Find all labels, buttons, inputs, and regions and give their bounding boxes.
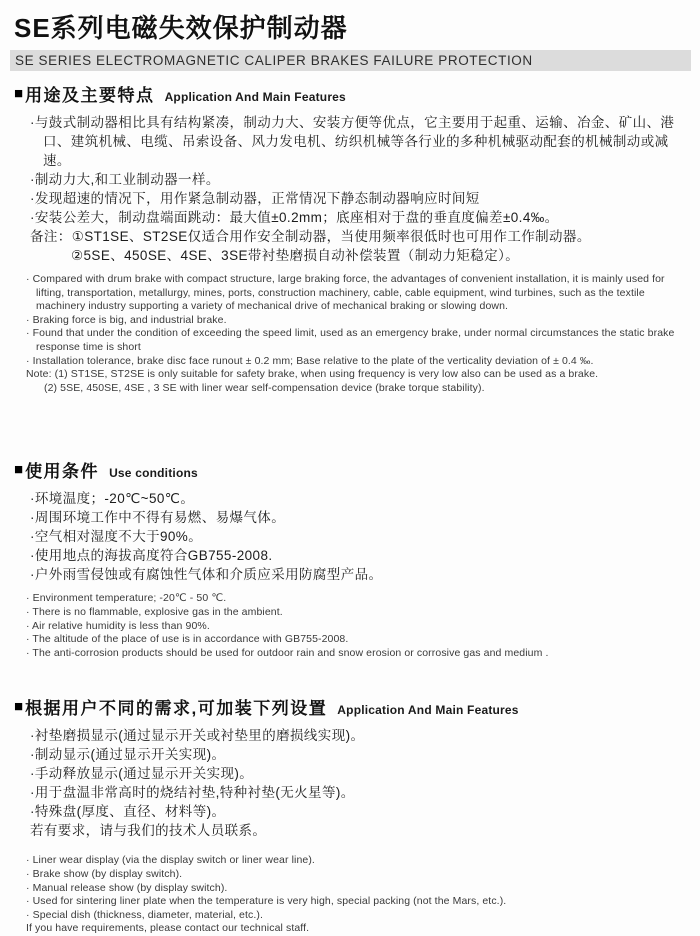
section-3-en-list bbox=[14, 854, 691, 936]
list-item: ·制动力大,和工业制动器一样。 bbox=[30, 172, 220, 187]
list-item: · Braking force is big, and industrial brake. bbox=[26, 313, 227, 326]
section-marker-icon: ■ bbox=[14, 85, 24, 102]
contact-line: 若有要求，请与我们的技术人员联系。 bbox=[30, 823, 267, 839]
note-line: 备注：①ST1SE、ST2SE仅适合用作安全制动器，当使用频率很低时也可用作工作制动器。 bbox=[30, 229, 591, 244]
section-marker-icon: ■ bbox=[14, 461, 24, 479]
list-item: · Used for sintering liner plate when the temperature is very high, special packing (not the Mars, etc.). bbox=[26, 895, 507, 908]
list-item: ·用于盘温非常高时的烧结衬垫,特种衬垫(无火星等)。 bbox=[30, 785, 355, 801]
section-header-optional-settings bbox=[14, 694, 691, 719]
list-item: ·制动显示(通过显示开关实现)。 bbox=[30, 747, 226, 763]
list-item: · Compared with drum brake with compact structure, large braking force, the advantages of convenient installation, it is mainly used for lifting, transportation, metallurgy, mines, ports, construction machinery, cable, cable equipment, wind turbines, such as the textile machinery industry supporting a variety of mechanical drive of mechanical braking or slowing down. bbox=[26, 273, 665, 313]
contact-line: If you have requirements, please contact our technical staff. bbox=[26, 922, 310, 935]
section-marker-icon: ■ bbox=[14, 698, 24, 716]
list-item: ·使用地点的海拔高度符合GB755-2008. bbox=[30, 548, 273, 564]
section-1-en-list bbox=[14, 273, 691, 395]
note-line: ②5SE、450SE、4SE、3SE带衬垫磨损自动补偿装置（制动力矩稳定）。 bbox=[71, 248, 520, 263]
list-item: · Found that under the condition of exceeding the speed limit, used as an emergency brake, under normal circumstances the static brake response time is short bbox=[26, 327, 675, 353]
section-heading-en: Use conditions bbox=[109, 466, 198, 481]
section-heading-en: Application And Main Features bbox=[164, 90, 346, 104]
section-2-en-list bbox=[14, 592, 691, 660]
list-item: · There is no flammable, explosive gas in the ambient. bbox=[26, 605, 283, 618]
list-item: ·衬垫磨损显示(通过显示开关或衬垫里的磨损线实现)。 bbox=[30, 728, 365, 744]
section-1-cn-list bbox=[14, 113, 691, 265]
page-subtitle-bar: SE SERIES ELECTROMAGNETIC CALIPER BRAKES FAILURE PROTECTION bbox=[10, 50, 691, 71]
list-item: · Brake show (by display switch). bbox=[26, 867, 183, 880]
section-heading-cn: 使用条件 bbox=[25, 462, 100, 482]
list-item: ·发现超速的情况下，用作紧急制动器，正常情况下静态制动器响应时间短 bbox=[30, 191, 480, 206]
list-item: ·环境温度；-20℃~50℃。 bbox=[30, 491, 195, 507]
list-item: · The anti-corrosion products should be used for outdoor rain and snow erosion or corrosive gas and medium . bbox=[26, 646, 549, 659]
list-item: · Special dish (thickness, diameter, material, etc.). bbox=[26, 908, 263, 921]
list-item: · Air relative humidity is less than 90%. bbox=[26, 619, 210, 632]
list-item: · Installation tolerance, brake disc face runout ± 0.2 mm; Base relative to the plate of the verticality deviation of ± 0.4 ‰. bbox=[26, 354, 594, 367]
section-header-use-conditions bbox=[14, 457, 691, 482]
section-2-cn-list bbox=[14, 489, 691, 584]
note-line: Note: (1) ST1SE, ST2SE is only suitable for safety brake, when using frequency is very low also can be used as a brake. bbox=[26, 368, 599, 381]
section-3-cn-list bbox=[14, 726, 691, 840]
list-item: ·周围环境工作中不得有易燃、易爆气体。 bbox=[30, 510, 286, 526]
list-item: ·空气相对湿度不大于90%。 bbox=[30, 529, 203, 545]
section-heading-en: Application And Main Features bbox=[337, 703, 519, 718]
catalog-page bbox=[0, 13, 700, 936]
list-item: ·与鼓式制动器相比具有结构紧凑，制动力大、安装方便等优点，它主要用于起重、运输、冶金、矿山、港口、建筑机械、电缆、吊索设备、风力发电机、纺织机械等各行业的多种机械驱动配套的机械制动或减速。 bbox=[30, 115, 675, 168]
list-item: ·户外雨雪侵蚀或有腐蚀性气体和介质应采用防腐型产品。 bbox=[30, 567, 383, 583]
list-item: ·手动释放显示(通过显示开关实现)。 bbox=[30, 766, 254, 782]
list-item: ·特殊盘(厚度、直径、材料等)。 bbox=[30, 804, 226, 820]
page-title: SE系列电磁失效保护制动器 bbox=[14, 13, 348, 43]
list-item: · Environment temperature; -20℃ - 50 ℃. bbox=[26, 592, 227, 605]
section-heading-cn: 用途及主要特点 bbox=[25, 86, 155, 105]
list-item: ·安装公差大，制动盘端面跳动：最大值±0.2mm；底座相对于盘的垂直度偏差±0.4‰。 bbox=[30, 210, 559, 225]
section-heading-cn: 根据用户不同的需求,可加装下列设置 bbox=[25, 699, 328, 719]
section-header-application bbox=[14, 81, 691, 106]
list-item: · The altitude of the place of use is in accordance with GB755-2008. bbox=[26, 633, 349, 646]
list-item: · Liner wear display (via the display switch or liner wear line). bbox=[26, 854, 315, 867]
list-item: · Manual release show (by display switch). bbox=[26, 881, 228, 894]
note-line: (2) 5SE, 450SE, 4SE , 3 SE with liner wear self-compensation device (brake torque stability). bbox=[44, 381, 485, 394]
